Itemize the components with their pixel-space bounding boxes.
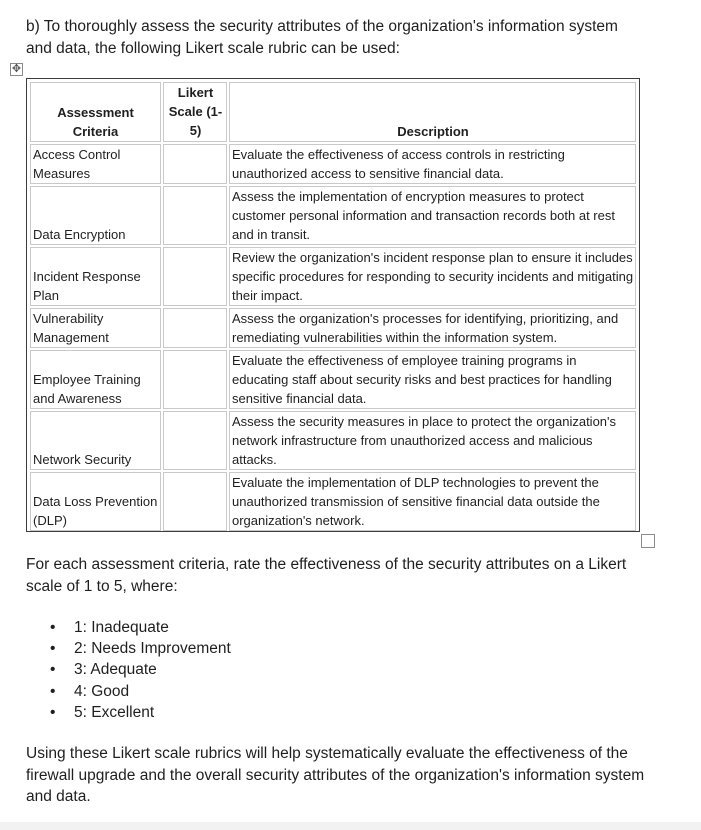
likert-scale-cell[interactable] (163, 144, 227, 184)
header-likert-scale: Likert Scale (1-5) (163, 82, 227, 142)
bullet-icon: • (50, 619, 56, 636)
bullet-icon: • (50, 682, 56, 700)
list-item-text: 1: Inadequate (74, 619, 169, 636)
list-item-text: 2: Needs Improvement (74, 640, 231, 658)
criteria-cell: Network Security (30, 411, 161, 470)
criteria-cell: Employee Training and Awareness (30, 350, 161, 409)
description-cell: Assess the implementation of encryption measures to protect customer personal information and transaction records both at rest and in transit. (229, 186, 636, 245)
bottom-bar (0, 822, 701, 830)
likert-scale-list (26, 617, 231, 723)
description-cell: Evaluate the effectiveness of employee training programs in educating staff about security risks and best practices for handling sensitive financial data. (229, 350, 636, 409)
likert-scale-cell[interactable] (163, 350, 227, 409)
likert-scale-cell[interactable] (163, 472, 227, 531)
likert-scale-cell[interactable] (163, 411, 227, 470)
list-item (50, 702, 231, 723)
list-item (50, 617, 231, 638)
list-item-text: 4: Good (74, 682, 130, 700)
rubric-table-container (26, 78, 640, 532)
description-cell: Evaluate the implementation of DLP technologies to prevent the unauthorized transmission of sensitive financial data outside the organization's network. (229, 472, 636, 531)
table-row (30, 472, 636, 531)
bullet-icon: • (50, 703, 56, 721)
bullet-icon: • (50, 640, 56, 658)
table-move-handle-icon[interactable]: ✥ (11, 63, 22, 75)
description-cell: Evaluate the effectiveness of access controls in restricting unauthorized access to sensitive financial data. (229, 144, 636, 184)
intro-paragraph: b) To thoroughly assess the security attributes of the organization's information system and data, the following Likert scale rubric can be used: (26, 18, 618, 57)
list-item (50, 659, 231, 680)
table-row (30, 247, 636, 306)
bullet-icon: • (50, 661, 56, 679)
header-description: Description (229, 82, 636, 142)
table-row (30, 411, 636, 470)
table-resize-handle-icon[interactable] (641, 534, 655, 548)
likert-scale-cell[interactable] (163, 186, 227, 245)
table-row (30, 144, 636, 184)
list-item-text: 5: Excellent (74, 703, 155, 721)
list-item-text: 3: Adequate (74, 661, 157, 679)
rubric-table (28, 80, 638, 533)
criteria-cell: Data Loss Prevention (DLP) (30, 472, 161, 531)
list-item (50, 681, 231, 702)
likert-scale-cell[interactable] (163, 308, 227, 348)
criteria-cell: Incident Response Plan (30, 247, 161, 306)
description-cell: Assess the security measures in place to protect the organization's network infrastructure from unauthorized access and malicious attacks. (229, 411, 636, 470)
description-cell: Review the organization's incident response plan to ensure it includes specific procedures for responding to security incidents and mitigating their impact. (229, 247, 636, 306)
table-row (30, 350, 636, 409)
table-row (30, 186, 636, 245)
criteria-cell: Vulnerability Management (30, 308, 161, 348)
criteria-cell: Access Control Measures (30, 144, 161, 184)
table-row (30, 308, 636, 348)
criteria-cell: Data Encryption (30, 186, 161, 245)
closing-paragraph: Using these Likert scale rubrics will help systematically evaluate the effectiveness of the firewall upgrade and the overall security attributes of the organization's information system and data. (26, 745, 645, 805)
list-item (50, 638, 231, 659)
description-cell: Assess the organization's processes for identifying, prioritizing, and remediating vulnerabilities within the information system. (229, 308, 636, 348)
rating-instructions: For each assessment criteria, rate the effectiveness of the security attributes on a Likert scale of 1 to 5, where: (26, 556, 627, 595)
header-assessment-criteria: Assessment Criteria (30, 82, 161, 142)
likert-scale-cell[interactable] (163, 247, 227, 306)
